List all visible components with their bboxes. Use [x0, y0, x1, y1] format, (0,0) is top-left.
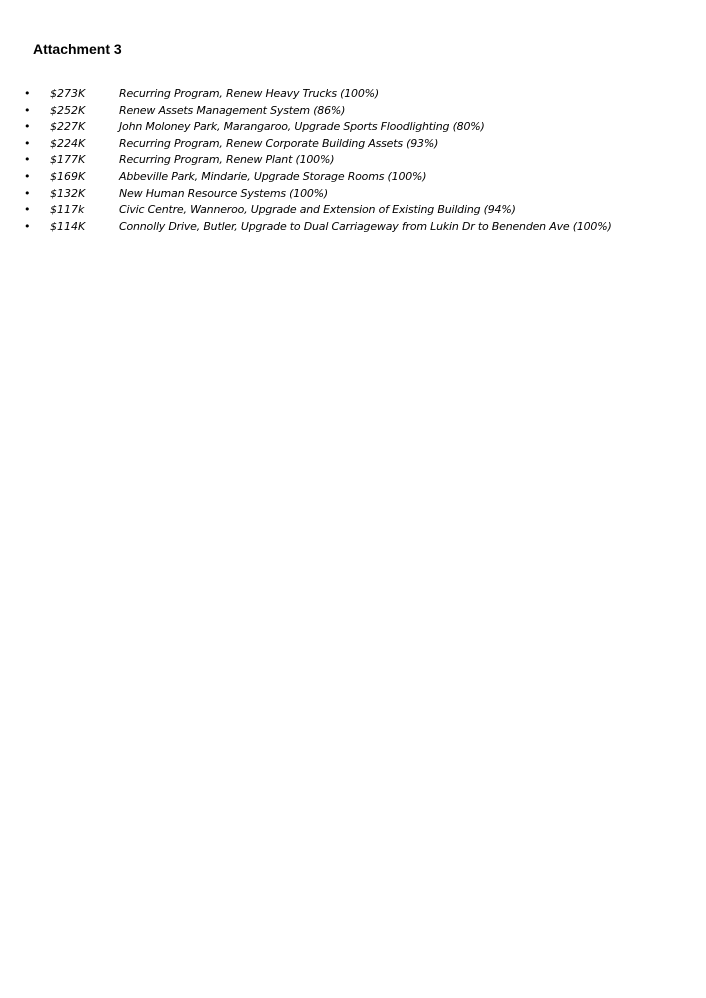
bullet-icon: •: [24, 120, 31, 134]
list-item: [0, 119, 706, 136]
list-item: [0, 202, 706, 219]
list-item: [0, 103, 706, 120]
bullet-icon: •: [24, 87, 31, 100]
item-description: Abbeville Park, Mindarie, Upgrade Storage Rooms (100%): [119, 169, 427, 183]
item-description: Recurring Program, Renew Plant (100%): [119, 153, 335, 167]
item-description: New Human Resource Systems (100%): [119, 186, 329, 200]
item-description: John Moloney Park, Marangaroo, Upgrade Sports Floodlighting (80%): [119, 120, 485, 134]
item-description: Civic Centre, Wanneroo, Upgrade and Extension of Existing Building (94%): [119, 203, 516, 217]
item-description: Recurring Program, Renew Corporate Building Assets (93%): [119, 136, 439, 150]
item-amount: $169K: [50, 169, 86, 183]
item-description: Renew Assets Management System (86%): [119, 103, 346, 117]
bullet-icon: •: [24, 219, 31, 233]
list-item: [0, 219, 706, 236]
item-amount: $132K: [50, 186, 86, 200]
bullet-icon: •: [24, 169, 31, 183]
list-item: [0, 152, 706, 169]
list-item: [0, 186, 706, 203]
item-amount: $114K: [50, 219, 86, 233]
item-amount: $177K: [50, 153, 86, 167]
bullet-icon: •: [24, 203, 31, 217]
item-amount: $227K: [50, 120, 86, 134]
bullet-icon: •: [24, 136, 31, 150]
project-list: [0, 86, 706, 235]
item-amount: $224K: [50, 136, 86, 150]
item-description: Recurring Program, Renew Heavy Trucks (100%): [119, 87, 379, 100]
list-item: [0, 169, 706, 186]
list-item: [0, 86, 706, 103]
item-amount: $273K: [50, 87, 86, 100]
item-amount: $117k: [50, 203, 85, 217]
item-amount: $252K: [50, 103, 86, 117]
bullet-icon: •: [24, 186, 31, 200]
bullet-icon: •: [24, 103, 31, 117]
list-item: [0, 136, 706, 153]
item-description: Connolly Drive, Butler, Upgrade to Dual Carriageway from Lukin Dr to Benenden Ave (100%): [119, 219, 612, 233]
attachment-title: Attachment 3: [33, 41, 122, 57]
bullet-icon: •: [24, 153, 31, 167]
